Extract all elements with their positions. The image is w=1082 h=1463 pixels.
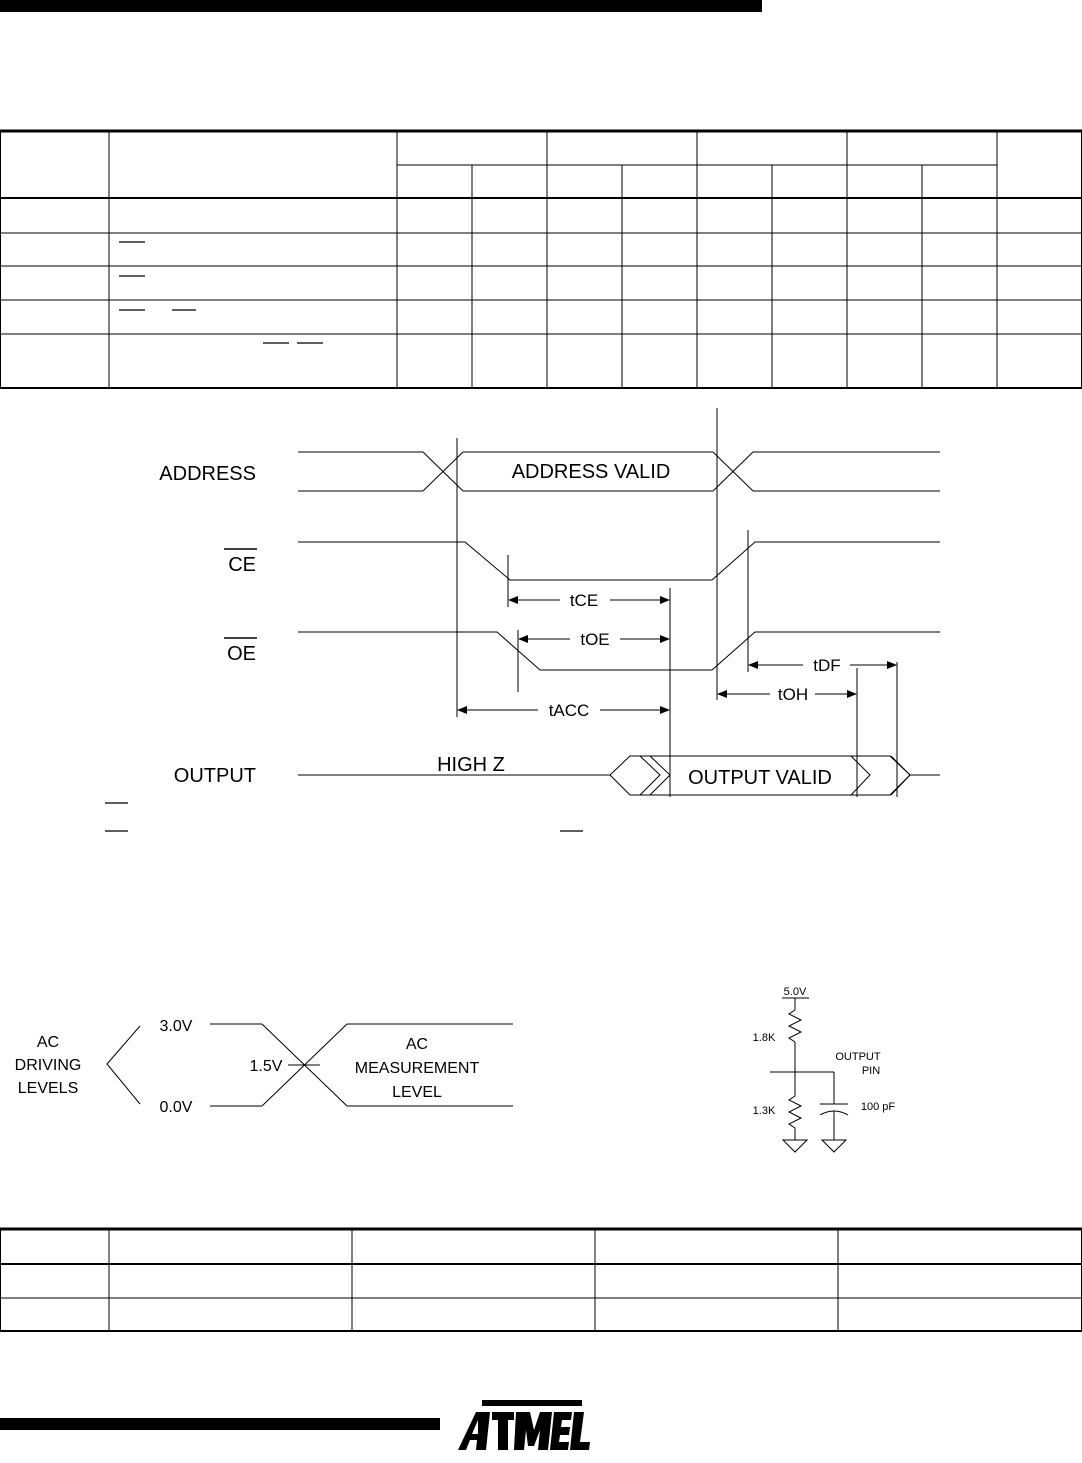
address-valid-label: ADDRESS VALID (511, 461, 671, 483)
footer-bar (0, 1418, 440, 1430)
tdf-label: tDF (813, 656, 841, 675)
tce-label: tCE (569, 591, 599, 610)
toh-label: tOH (777, 685, 809, 704)
ac-characteristics-table (0, 0, 1082, 400)
oe-signal-label: OE (227, 643, 256, 665)
ground-icon-2 (822, 1140, 846, 1152)
high-z-label: HIGH Z (437, 754, 505, 776)
output-load-circuit (740, 980, 920, 1160)
ac-measurement-label-line1: AC (405, 1036, 429, 1053)
read-timing-diagram (0, 400, 1082, 840)
output-valid-label: OUTPUT VALID (688, 767, 832, 789)
cap-label: 100 pF (860, 1101, 896, 1113)
resistor-r2-icon (789, 1096, 801, 1128)
r1-label: 1.8K (752, 1032, 776, 1044)
toe-label: tOE (580, 630, 610, 649)
ac-driving-label-line3: LEVELS (17, 1080, 79, 1097)
output-pin-label-line1: OUTPUT (835, 1051, 881, 1063)
r2-label: 1.3K (752, 1105, 776, 1117)
tacc-label: tACC (548, 701, 590, 720)
atmel-logo (456, 1396, 590, 1458)
high-level-label: 3.0V (159, 1018, 193, 1035)
output-pin-label-line2: PIN (861, 1065, 881, 1077)
ce-signal-label: CE (228, 554, 256, 576)
low-level-label: 0.0V (159, 1099, 193, 1116)
resistor-r1-icon (789, 1010, 801, 1042)
ground-icon-1 (783, 1140, 807, 1152)
supply-voltage-label: 5.0V (783, 986, 807, 998)
ac-measurement-label-line3: LEVEL (392, 1084, 442, 1101)
address-signal-label: ADDRESS (159, 463, 256, 485)
capacitance-table (0, 1220, 1082, 1340)
ac-driving-label-line2: DRIVING (14, 1057, 82, 1074)
mid-level-label: 1.5V (249, 1058, 283, 1075)
ac-measurement-label-line2: MEASUREMENT (354, 1060, 480, 1077)
output-signal-label: OUTPUT (173, 765, 256, 787)
ac-levels-waveform (0, 1000, 540, 1120)
ac-driving-label-line1: AC (36, 1034, 60, 1051)
